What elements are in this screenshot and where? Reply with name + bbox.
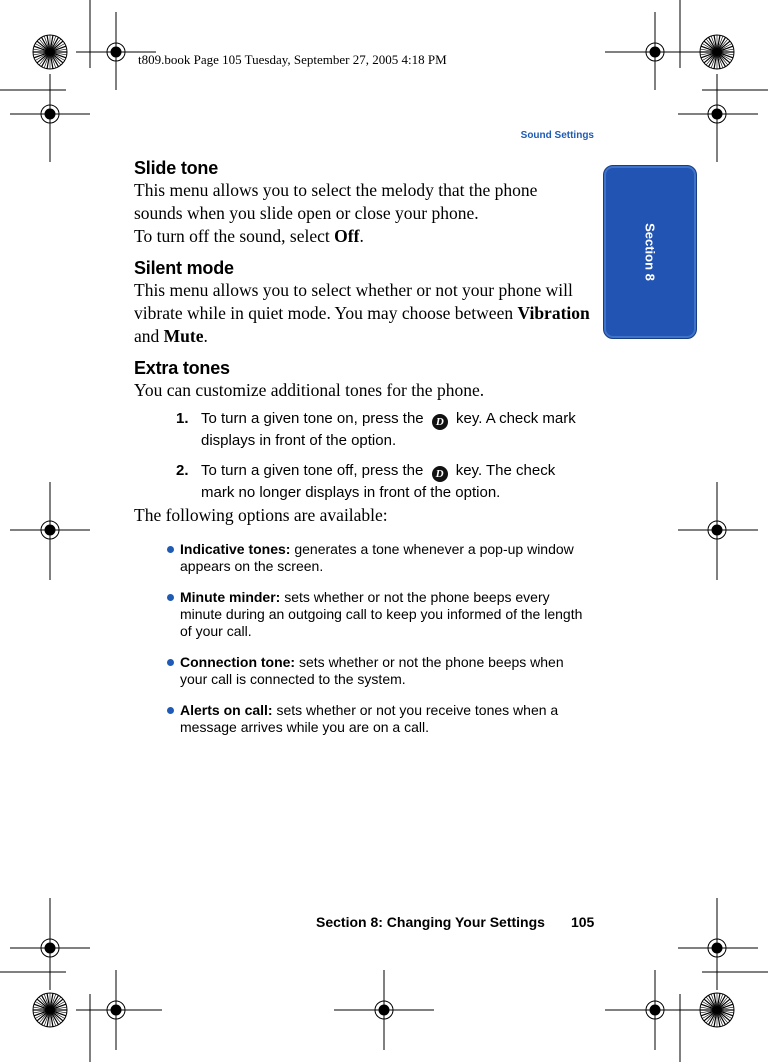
bullet-dot-icon: [167, 594, 174, 601]
option-mute: Mute: [163, 326, 204, 346]
heading-slide-tone: Slide tone: [134, 158, 219, 178]
text-fragment: key. The check mark no longer displays in front of the option.: [201, 462, 556, 501]
text-fragment: To turn off the sound, select: [134, 226, 335, 246]
page-footer: [316, 914, 594, 930]
silent-mode-description: [134, 279, 590, 348]
heading-extra-tones: Extra tones: [134, 358, 230, 378]
section-tab: [603, 165, 697, 339]
option-description: sets whether or not the phone beeps when your call is connected to the system.: [180, 654, 564, 687]
section-tab-label: Section 8: [642, 223, 658, 281]
text-fragment: To turn a given tone on, press the: [201, 410, 424, 427]
option-term: Indicative tones:: [180, 541, 291, 557]
option-vibration: Vibration: [517, 303, 590, 323]
page-content: [134, 158, 590, 736]
text-fragment: To turn a given tone off, press the: [201, 462, 424, 479]
bullet-dot-icon: [167, 546, 174, 553]
slide-tone-description: This menu allows you to select the melody that the phone sounds when you slide open or close your phone.: [134, 180, 538, 223]
ok-key-icon: D: [432, 414, 448, 430]
ok-key-icon: D: [432, 466, 448, 482]
bullet-dot-icon: [167, 659, 174, 666]
option-description: generates a tone whenever a pop-up window appears on the screen.: [180, 541, 574, 574]
registration-starburst: [700, 993, 734, 1027]
registration-starburst: [33, 993, 67, 1027]
option-item: [134, 702, 590, 736]
print-info: t809.book Page 105 Tuesday, September 27, 2005 4:18 PM: [138, 52, 447, 67]
step-text: [201, 460, 590, 504]
text-fragment: .: [359, 226, 364, 246]
bullet-dot-icon: [167, 707, 174, 714]
options-list: [134, 541, 590, 736]
text-fragment: and: [134, 326, 164, 346]
option-description: sets whether or not the phone beeps every minute during an outgoing call to keep you informed of the length of your call.: [180, 589, 583, 639]
step-number: 1.: [176, 410, 189, 427]
option-term: Connection tone:: [180, 654, 296, 670]
option-description: sets whether or not you receive tones when a message arrives while you are on a call.: [180, 702, 559, 735]
option-term: Alerts on call:: [180, 702, 273, 718]
text-fragment: This menu allows you to select whether or not your phone will vibrate while in quiet mode. You may choose between: [134, 280, 573, 323]
option-off: Off: [334, 226, 360, 246]
footer-title: Section 8: Changing Your Settings: [316, 914, 545, 930]
steps-list: [134, 408, 590, 504]
step-number: 2.: [176, 462, 189, 479]
option-item: [134, 654, 590, 688]
running-head: Sound Settings: [520, 130, 594, 141]
extra-tones-intro: You can customize additional tones for the phone.: [134, 380, 485, 400]
text-fragment: .: [203, 326, 208, 346]
option-item: [134, 541, 590, 575]
page-number: 105: [570, 914, 595, 930]
step-item: [176, 408, 590, 452]
step-item: [176, 460, 590, 504]
text-fragment: key. A check mark displays in front of the option.: [201, 410, 576, 449]
slide-tone-off-instruction: [134, 225, 590, 248]
options-intro: The following options are available:: [134, 505, 388, 525]
registration-starburst: [700, 35, 734, 69]
registration-starburst: [33, 35, 67, 69]
heading-silent-mode: Silent mode: [134, 258, 234, 278]
step-text: [201, 408, 590, 452]
option-item: [134, 589, 590, 640]
option-term: Minute minder:: [180, 589, 281, 605]
